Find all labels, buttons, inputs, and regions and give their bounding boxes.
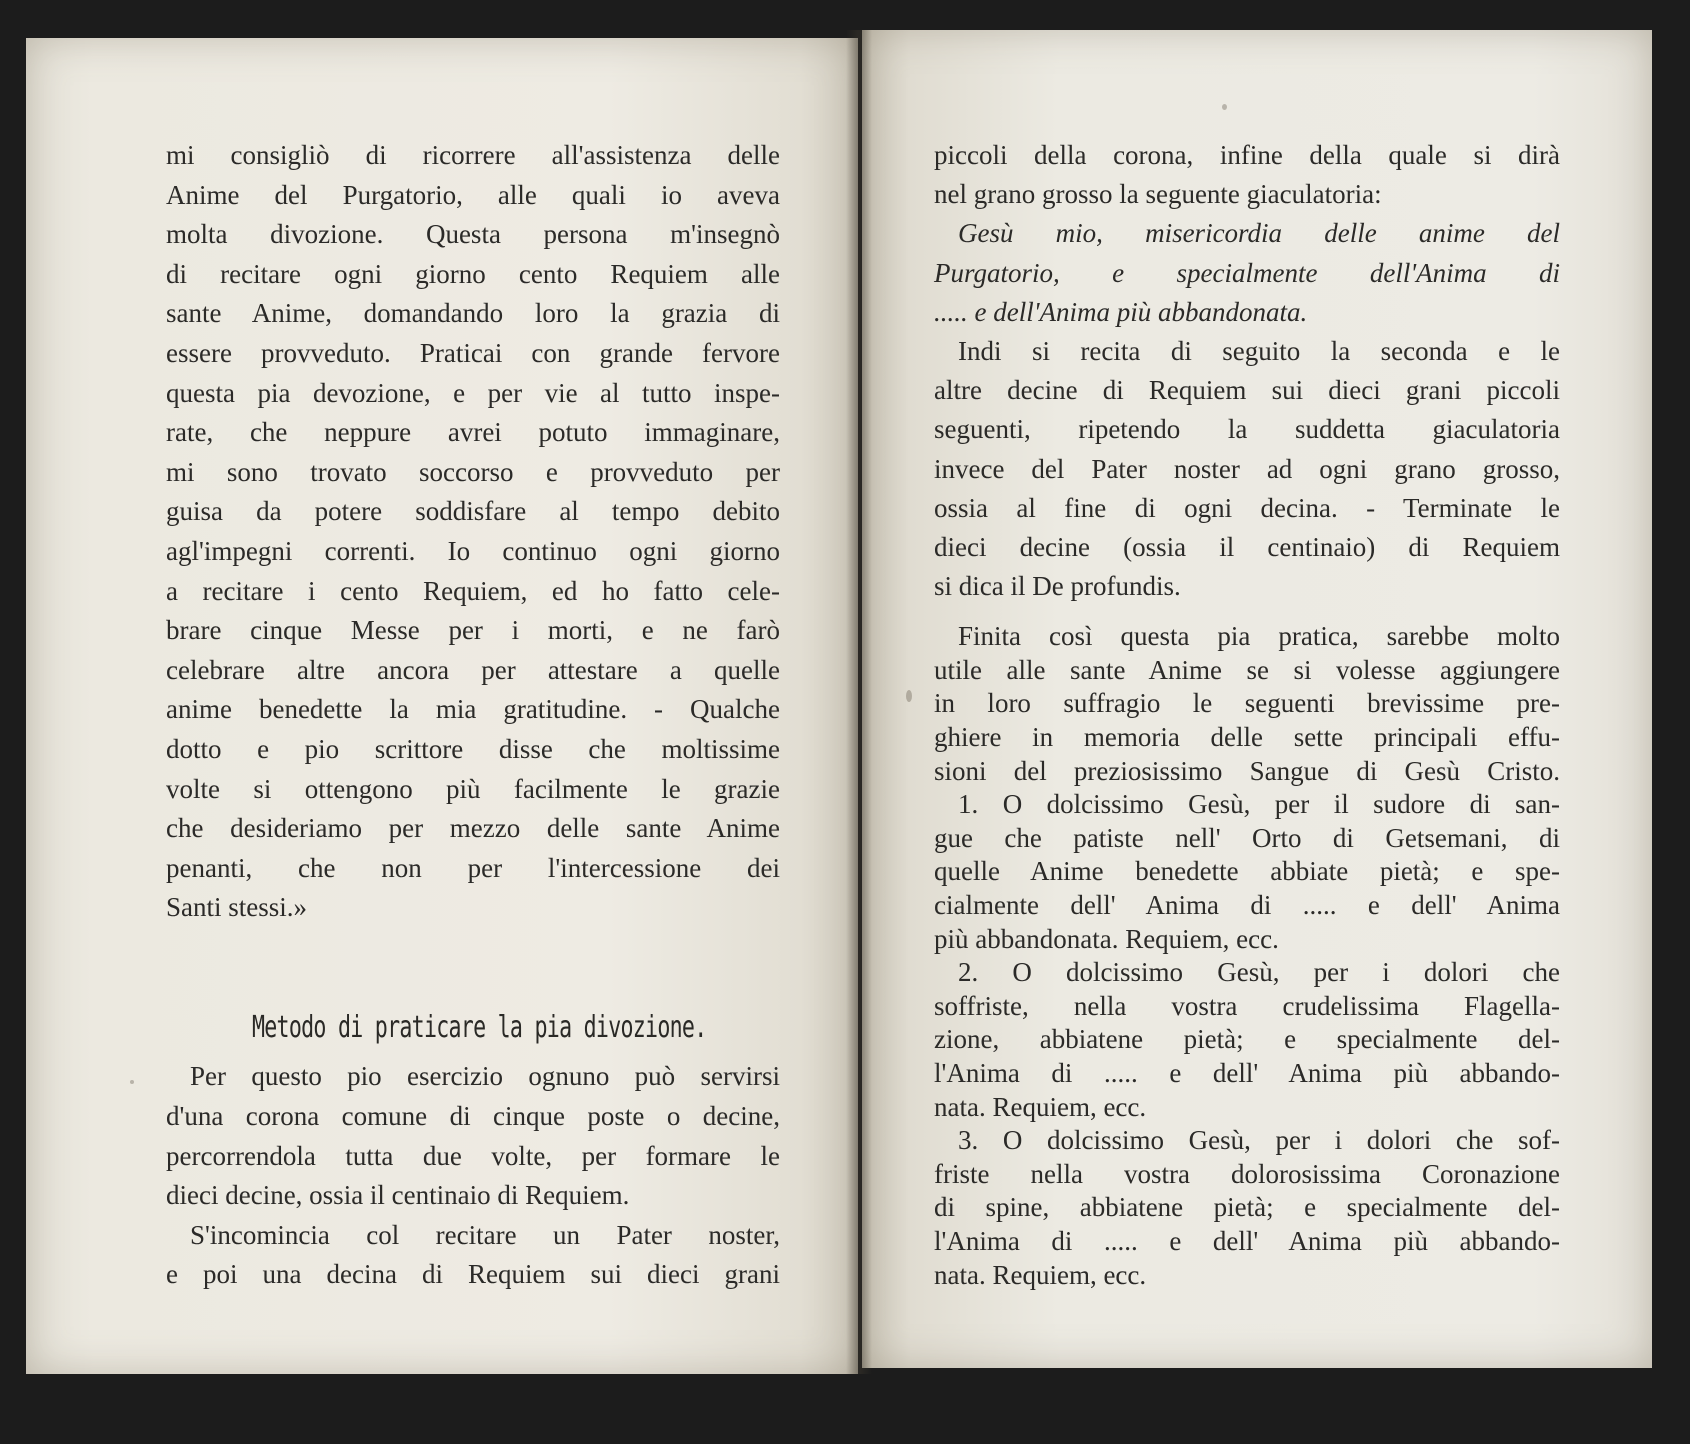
text-line: ..... e dell'Anima più abbandonata. <box>934 296 1308 327</box>
section-heading: Metodo di praticare la pia divozione. <box>251 1009 707 1045</box>
text-line: quelle Anime benedette abbiate pietà; e spe- <box>934 856 1560 887</box>
text-line: rate, che neppure avrei potuto immaginare, <box>166 417 780 448</box>
text-line: guisa da potere soddisfare al tempo debito <box>166 496 780 527</box>
text-line: d'una corona comune di cinque poste o decine, <box>166 1101 780 1132</box>
text-line: utile alle sante Anime se si volesse aggiungere <box>934 654 1560 685</box>
text-line: volte si ottengono più facilmente le grazie <box>166 773 780 804</box>
text-line: l'Anima di ..... e dell' Anima più abbando- <box>934 1057 1560 1088</box>
paper-spot <box>1222 104 1227 110</box>
prayers-block <box>934 620 1560 1292</box>
text-line: ossia al fine di ogni decina. - Terminate le <box>934 492 1560 523</box>
paper-spot <box>906 690 912 702</box>
text-line: l'Anima di ..... e dell' Anima più abbando- <box>934 1225 1560 1256</box>
text-line: questa pia devozione, e per vie al tutto inspe- <box>166 377 780 408</box>
text-line: dotto e pio scrittore disse che moltissime <box>166 733 780 764</box>
right-page-text <box>934 136 1560 1292</box>
text-line: 2. O dolcissimo Gesù, per i dolori che <box>958 957 1560 988</box>
text-line: Santi stessi.» <box>166 892 308 923</box>
book-gutter <box>846 30 872 1374</box>
text-line: Indi si recita di seguito la seconda e le <box>958 335 1560 366</box>
text-line: ghiere in memoria delle sette principali effu- <box>934 722 1560 753</box>
text-line: anime benedette la mia gratitudine. - Qualche <box>166 694 780 725</box>
text-line: altre decine di Requiem sui dieci grani piccoli <box>934 375 1560 406</box>
text-line: essere provveduto. Praticai con grande fervore <box>166 337 780 368</box>
text-line: nata. Requiem, ecc. <box>934 1259 1147 1290</box>
text-line: mi consigliò di ricorrere all'assistenza delle <box>166 140 780 170</box>
text-line: 1. O dolcissimo Gesù, per il sudore di san- <box>958 789 1560 820</box>
text-line: gue che patiste nell' Orto di Getsemani, di <box>934 822 1560 853</box>
text-line: cialmente dell' Anima di ..... e dell' Anima <box>934 890 1560 920</box>
text-line: S'incomincia col recitare un Pater noster, <box>190 1219 780 1250</box>
text-line: zione, abbiatene pietà; e specialmente del- <box>934 1024 1560 1055</box>
text-line: sioni del preziosissimo Sangue di Gesù Cristo. <box>934 755 1560 786</box>
text-line: soffriste, nella vostra crudelissima Flagella- <box>934 990 1560 1021</box>
left-page-text <box>166 136 780 1295</box>
text-line: 3. O dolcissimo Gesù, per i dolori che sof- <box>958 1125 1560 1156</box>
text-line: molta divozione. Questa persona m'insegnò <box>166 219 780 250</box>
text-line: si dica il De profundis. <box>934 571 1181 602</box>
text-line: mi sono trovato soccorso e provveduto per <box>166 456 780 487</box>
text-line: celebrare altre ancora per attestare a quelle <box>166 654 780 685</box>
text-line: brare cinque Messe per i morti, e ne farò <box>166 615 780 646</box>
text-line: a recitare i cento Requiem, ed ho fatto cele- <box>166 575 780 606</box>
text-line: penanti, che non per l'intercessione dei <box>166 852 780 883</box>
text-line: Anime del Purgatorio, alle quali io aveva <box>166 179 780 210</box>
text-line: friste nella vostra dolorosissima Coronazione <box>934 1158 1560 1189</box>
text-line: Per questo pio esercizio ognuno può servirsi <box>190 1061 780 1092</box>
text-line: percorrendola tutta due volte, per formare le <box>166 1140 780 1171</box>
text-line: agl'impegni correnti. Io continuo ogni giorno <box>166 535 780 566</box>
text-line: di recitare ogni giorno cento Requiem alle <box>166 258 780 289</box>
text-line: Purgatorio, e specialmente dell'Anima di <box>934 257 1560 288</box>
text-line: che desideriamo per mezzo delle sante Anime <box>166 813 780 844</box>
text-line: nel grano grosso la seguente giaculatoria: <box>934 179 1382 210</box>
text-line: e poi una decina di Requiem sui dieci grani <box>166 1259 780 1290</box>
text-line: piccoli della corona, infine della quale si dirà <box>934 140 1560 170</box>
text-line: dieci decine (ossia il centinaio) di Requiem <box>934 531 1560 562</box>
text-line: in loro suffragio le seguenti brevissime pre- <box>934 688 1560 719</box>
text-line: Finita così questa pia pratica, sarebbe molto <box>958 621 1560 652</box>
paper-spot <box>130 1080 134 1084</box>
text-line: nata. Requiem, ecc. <box>934 1091 1147 1122</box>
text-line: dieci decine, ossia il centinaio di Requiem. <box>166 1180 630 1211</box>
text-line: di spine, abbiatene pietà; e specialmente del- <box>934 1192 1560 1223</box>
text-line: invece del Pater noster ad ogni grano grosso, <box>934 453 1560 484</box>
text-line: più abbandonata. Requiem, ecc. <box>934 923 1279 954</box>
text-line: Gesù mio, misericordia delle anime del <box>958 218 1560 249</box>
text-line: sante Anime, domandando loro la grazia di <box>166 298 780 329</box>
text-line: seguenti, ripetendo la suddetta giaculatoria <box>934 414 1560 445</box>
